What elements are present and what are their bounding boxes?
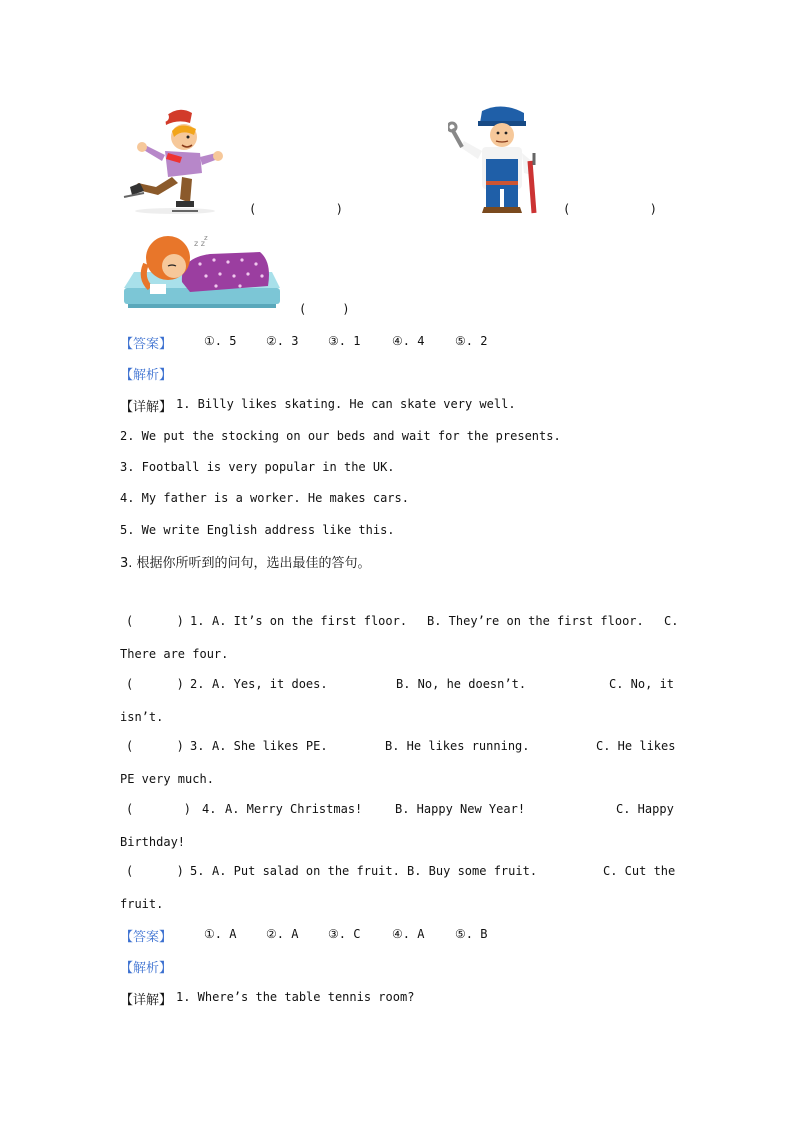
- q4-option-c: C. Happy: [616, 802, 674, 816]
- q2-wrap: isn’t.: [120, 710, 164, 724]
- answer2-item-4: ④. A: [392, 927, 425, 941]
- q2-option-a: A. Yes, it does.: [212, 677, 328, 691]
- q2-number: 2.: [190, 677, 205, 691]
- q1-number: 1.: [190, 614, 205, 628]
- q5-option-a: A. Put salad on the fruit.: [212, 864, 400, 878]
- answer-item-3: ③. 1: [328, 334, 361, 348]
- q5-number: 5.: [190, 864, 205, 878]
- answer-label: 【答案】: [120, 337, 173, 352]
- q3-option-c: C. He likes: [596, 739, 676, 753]
- q5-option-b: B. Buy some fruit.: [407, 864, 538, 878]
- svg-text:z z: z z: [194, 239, 205, 248]
- q4-option-b: B. Happy New Year!: [395, 802, 526, 816]
- q4-option-a: A. Merry Christmas!: [225, 802, 363, 816]
- answer-bracket-2[interactable]: ( ): [563, 202, 657, 216]
- q3-option-a: A. She likes PE.: [212, 739, 328, 753]
- detail-line-1: 1. Billy likes skating. He can skate very well.: [176, 397, 516, 411]
- answer-item-1: ①. 5: [204, 334, 237, 348]
- q2-option-b: B. No, he doesn’t.: [396, 677, 527, 691]
- q5-option-c: C. Cut the: [603, 864, 676, 878]
- answer-bracket-1[interactable]: ( ): [249, 202, 343, 216]
- detail-line-2: 2. We put the stocking on our beds and wait for the presents.: [120, 429, 561, 443]
- q4-number: 4.: [202, 802, 217, 816]
- q5-bracket[interactable]: ( ): [126, 864, 184, 878]
- q3-number: 3.: [190, 739, 205, 753]
- analysis-label: 【解析】: [120, 368, 173, 383]
- q1-bracket[interactable]: ( ): [126, 614, 184, 628]
- sleeping-girl-image: [120, 230, 285, 312]
- q3-option-b: B. He likes running.: [385, 739, 530, 753]
- answer-item-2: ②. 3: [266, 334, 299, 348]
- q2-option-c: C. No, it: [609, 677, 675, 691]
- detail-line-3: 3. Football is very popular in the UK.: [120, 460, 395, 474]
- analysis-label-2: 【解析】: [120, 961, 173, 976]
- detail-line-5: 5. We write English address like this.: [120, 523, 395, 537]
- q4-bracket[interactable]: ( ): [126, 802, 192, 816]
- q4-wrap: Birthday!: [120, 835, 186, 849]
- detail-line-4: 4. My father is a worker. He makes cars.: [120, 491, 409, 505]
- q3-wrap: PE very much.: [120, 772, 214, 786]
- answer2-item-3: ③. C: [328, 927, 361, 941]
- answer-item-4: ④. 4: [392, 334, 425, 348]
- answer-label-2: 【答案】: [120, 930, 173, 945]
- q3-bracket[interactable]: ( ): [126, 739, 184, 753]
- answer2-item-2: ②. A: [266, 927, 299, 941]
- q1-option-c: C.: [664, 614, 679, 628]
- question-3-title: 3. 根据你所听到的问句，选出最佳的答句。: [120, 556, 371, 571]
- answer-bracket-3[interactable]: ( ): [299, 302, 350, 316]
- q1-wrap: There are four.: [120, 647, 229, 661]
- worker-image: [448, 103, 544, 215]
- skating-boy-image: [120, 103, 230, 215]
- answer2-item-1: ①. A: [204, 927, 237, 941]
- q1-option-a: A. It’s on the first floor.: [212, 614, 408, 628]
- q2-bracket[interactable]: ( ): [126, 677, 184, 691]
- svg-text:z: z: [204, 234, 208, 242]
- detail2-line-1: 1. Where’s the table tennis room?: [176, 990, 415, 1004]
- q5-wrap: fruit.: [120, 897, 164, 911]
- detail-label-2: 【详解】: [120, 993, 173, 1008]
- answer-item-5: ⑤. 2: [455, 334, 488, 348]
- answer2-item-5: ⑤. B: [455, 927, 488, 941]
- detail-label: 【详解】: [120, 400, 173, 415]
- q1-option-b: B. They’re on the first floor.: [427, 614, 644, 628]
